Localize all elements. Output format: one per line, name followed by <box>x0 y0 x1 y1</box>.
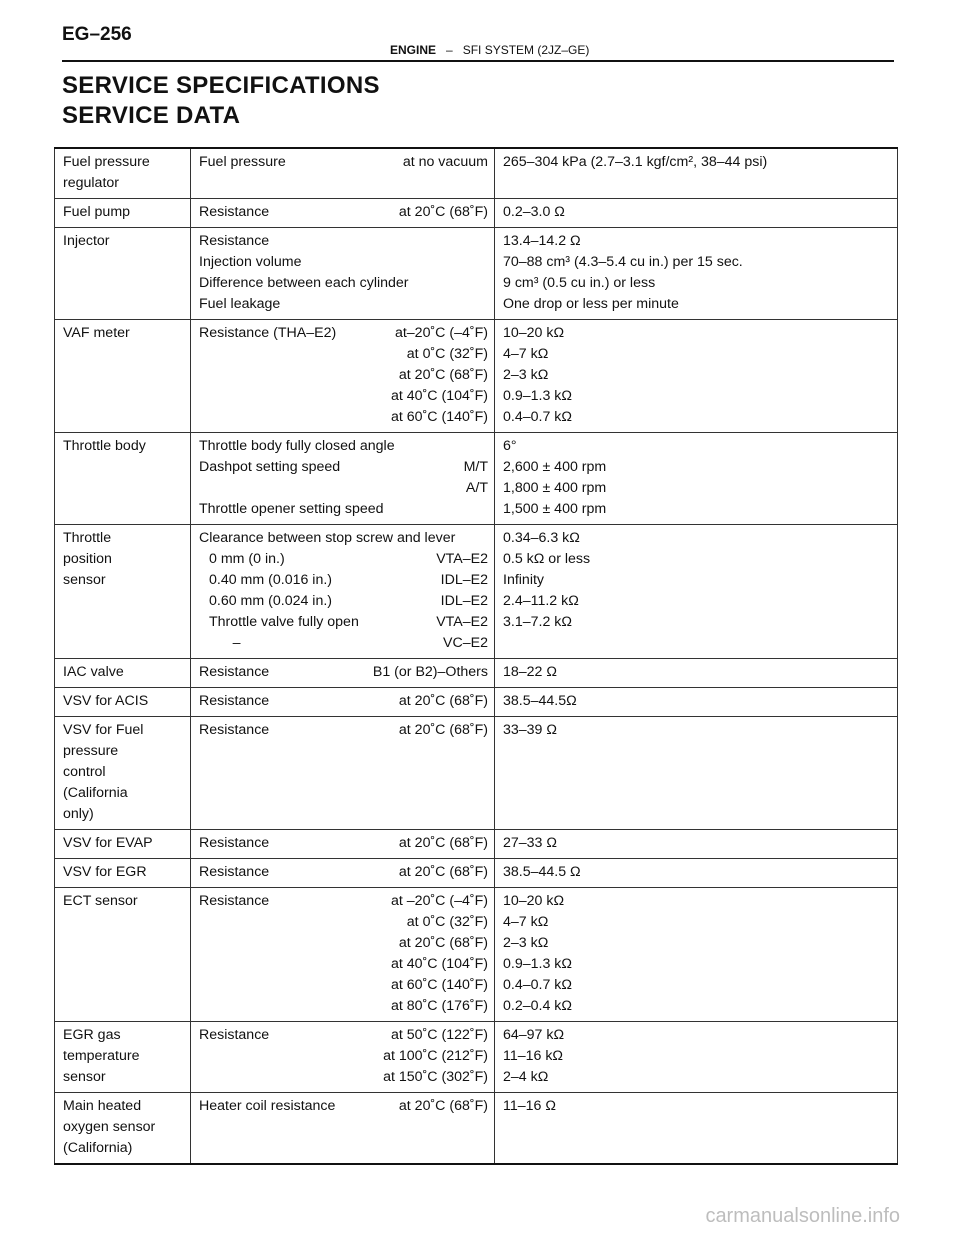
item-line: VAF meter <box>63 325 130 341</box>
condition-qualifier: at 20˚C (68˚F) <box>398 864 488 880</box>
item-cell <box>55 830 191 859</box>
spec-value: 1,800 ± 400 rpm <box>503 480 607 496</box>
condition-qualifier: at 20˚C (68˚F) <box>398 204 488 220</box>
item-line: sensor <box>63 1069 106 1085</box>
condition-label: Resistance <box>199 864 270 880</box>
condition-line <box>199 662 488 683</box>
item-line: VSV for ACIS <box>63 693 149 709</box>
item-line: only) <box>63 806 94 822</box>
condition-label: Resistance <box>199 1027 270 1043</box>
condition-line <box>199 273 488 294</box>
condition-qualifier: VC–E2 <box>443 635 488 651</box>
spec-value: 4–7 kΩ <box>503 346 549 362</box>
item-cell <box>55 433 191 525</box>
condition-label: Throttle valve fully open <box>209 614 359 630</box>
spec-value: 27–33 Ω <box>503 835 557 851</box>
table-row <box>55 228 898 320</box>
item-line: VSV for Fuel <box>63 722 144 738</box>
condition-label: 0 mm (0 in.) <box>209 551 285 567</box>
spec-value: 265–304 kPa (2.7–3.1 kgf/cm², 38–44 psi) <box>503 154 768 170</box>
condition-qualifier: at 0˚C (32˚F) <box>406 346 488 362</box>
condition-line <box>199 1025 488 1046</box>
condition-label: Injection volume <box>199 254 302 270</box>
condition-qualifier: at 40˚C (104˚F) <box>391 388 488 404</box>
item-line: Fuel pressure <box>63 154 150 170</box>
condition-line <box>199 528 488 549</box>
condition-qualifier: at 60˚C (140˚F) <box>391 409 488 425</box>
condition-label: Resistance <box>199 204 270 220</box>
condition-line <box>199 954 488 975</box>
condition-qualifier: VTA–E2 <box>436 551 488 567</box>
table-row <box>55 830 898 859</box>
condition-qualifier: at 80˚C (176˚F) <box>391 998 488 1014</box>
spec-value: 0.9–1.3 kΩ <box>503 956 572 972</box>
spec-value: 38.5–44.5Ω <box>503 693 577 709</box>
value-cell <box>495 228 898 320</box>
item-line: VSV for EGR <box>63 864 147 880</box>
item-line: pressure <box>63 743 119 759</box>
condition-qualifier: at 20˚C (68˚F) <box>398 835 488 851</box>
condition-label: Resistance <box>199 664 270 680</box>
spec-value: 0.5 kΩ or less <box>503 551 591 567</box>
service-data-table-body <box>55 148 898 1164</box>
item-line: control <box>63 764 106 780</box>
condition-cell <box>191 1022 495 1093</box>
condition-qualifier: at–20˚C (–4˚F) <box>394 325 488 341</box>
condition-line <box>199 323 488 344</box>
spec-value: 2–3 kΩ <box>503 935 549 951</box>
spec-value: 4–7 kΩ <box>503 914 549 930</box>
item-line: (California) <box>63 1140 133 1156</box>
condition-cell <box>191 199 495 228</box>
item-cell <box>55 320 191 433</box>
spec-value: Infinity <box>503 572 545 588</box>
spec-value: 18–22 Ω <box>503 664 557 680</box>
item-line: temperature <box>63 1048 140 1064</box>
condition-qualifier: at 20˚C (68˚F) <box>398 1098 488 1114</box>
spec-value: 33–39 Ω <box>503 722 557 738</box>
table-row <box>55 717 898 830</box>
condition-qualifier: at 50˚C (122˚F) <box>391 1027 488 1043</box>
item-line: (California <box>63 785 128 801</box>
spec-value: 2.4–11.2 kΩ <box>503 593 579 609</box>
table-row <box>55 888 898 1022</box>
condition-line <box>199 891 488 912</box>
condition-line <box>199 975 488 996</box>
running-header <box>390 43 589 57</box>
condition-line <box>199 478 488 499</box>
spec-value: 10–20 kΩ <box>503 325 565 341</box>
condition-label: Difference between each cylinder <box>199 275 409 291</box>
condition-cell <box>191 688 495 717</box>
spec-value: 0.4–0.7 kΩ <box>503 977 572 993</box>
condition-line <box>199 252 488 273</box>
condition-label: Throttle opener setting speed <box>199 501 384 517</box>
spec-value: 2,600 ± 400 rpm <box>503 459 607 475</box>
condition-qualifier: at –20˚C (–4˚F) <box>391 893 488 909</box>
item-line: Throttle <box>63 530 112 546</box>
condition-cell <box>191 320 495 433</box>
item-line: regulator <box>63 175 119 191</box>
condition-line <box>199 912 488 933</box>
value-cell <box>495 320 898 433</box>
condition-line <box>199 344 488 365</box>
value-cell <box>495 433 898 525</box>
condition-cell <box>191 717 495 830</box>
item-cell <box>55 148 191 199</box>
condition-label: Fuel leakage <box>199 296 281 312</box>
item-line: sensor <box>63 572 106 588</box>
item-cell <box>55 199 191 228</box>
condition-cell <box>191 433 495 525</box>
spec-value: 0.34–6.3 kΩ <box>503 530 580 546</box>
table-row <box>55 1093 898 1165</box>
table-row <box>55 688 898 717</box>
spec-value: 2–3 kΩ <box>503 367 549 383</box>
item-cell <box>55 859 191 888</box>
item-line: VSV for EVAP <box>63 835 153 851</box>
item-line: EGR gas <box>63 1027 121 1043</box>
item-line: Throttle body <box>63 438 146 454</box>
table-row <box>55 320 898 433</box>
header-rule <box>62 60 894 62</box>
condition-line <box>199 407 488 428</box>
table-row <box>55 199 898 228</box>
condition-line <box>199 691 488 712</box>
item-cell <box>55 1093 191 1165</box>
item-cell <box>55 525 191 659</box>
item-line: Injector <box>63 233 110 249</box>
condition-label: Resistance <box>199 722 270 738</box>
condition-line <box>199 1067 488 1088</box>
spec-value: 11–16 Ω <box>503 1098 556 1114</box>
condition-line <box>199 1046 488 1067</box>
condition-line <box>199 933 488 954</box>
condition-qualifier: IDL–E2 <box>440 593 488 609</box>
subsection-heading: SERVICE DATA <box>62 102 241 129</box>
condition-qualifier: B1 (or B2)–Others <box>372 664 488 680</box>
value-cell <box>495 199 898 228</box>
condition-line <box>199 202 488 223</box>
value-cell <box>495 859 898 888</box>
item-line: oxygen sensor <box>63 1119 156 1135</box>
condition-line <box>199 591 488 612</box>
value-cell <box>495 1022 898 1093</box>
spec-value: 2–4 kΩ <box>503 1069 549 1085</box>
condition-line <box>199 231 488 252</box>
item-cell <box>55 228 191 320</box>
condition-qualifier: at 150˚C (302˚F) <box>383 1069 488 1085</box>
condition-line <box>199 833 488 854</box>
condition-qualifier: at 20˚C (68˚F) <box>398 722 488 738</box>
condition-line <box>199 386 488 407</box>
condition-line <box>199 612 488 633</box>
condition-cell <box>191 148 495 199</box>
condition-label: Clearance between stop screw and lever <box>199 530 456 546</box>
condition-line <box>199 294 488 315</box>
item-line: IAC valve <box>63 664 124 680</box>
condition-qualifier: at 0˚C (32˚F) <box>406 914 488 930</box>
value-cell <box>495 688 898 717</box>
condition-cell <box>191 888 495 1022</box>
item-cell <box>55 1022 191 1093</box>
spec-value: 11–16 kΩ <box>503 1048 564 1064</box>
section-title: ENGINE <box>390 43 437 57</box>
spec-value: 9 cm³ (0.5 cu in.) or less <box>503 275 656 291</box>
table-row <box>55 433 898 525</box>
condition-qualifier: IDL–E2 <box>440 572 488 588</box>
condition-line <box>199 499 488 520</box>
condition-cell <box>191 659 495 688</box>
item-cell <box>55 717 191 830</box>
spec-value: 1,500 ± 400 rpm <box>503 501 607 517</box>
spec-value: 0.2–3.0 Ω <box>503 204 565 220</box>
header-separator: – <box>446 43 453 57</box>
condition-qualifier: M/T <box>463 459 488 475</box>
condition-line <box>199 152 488 173</box>
condition-line <box>199 365 488 386</box>
item-line: Main heated <box>63 1098 142 1114</box>
condition-label: Throttle body fully closed angle <box>199 438 395 454</box>
table-row <box>55 659 898 688</box>
table-row <box>55 525 898 659</box>
condition-line <box>199 996 488 1017</box>
condition-label: Resistance <box>199 835 270 851</box>
spec-value: 3.1–7.2 kΩ <box>503 614 572 630</box>
subsection-title: SFI SYSTEM (2JZ–GE) <box>462 43 590 57</box>
condition-qualifier: VTA–E2 <box>436 614 488 630</box>
condition-cell <box>191 525 495 659</box>
condition-label: Resistance (THA–E2) <box>199 325 337 341</box>
condition-qualifier: at 60˚C (140˚F) <box>391 977 488 993</box>
page-number: EG–256 <box>62 24 132 45</box>
value-cell <box>495 659 898 688</box>
condition-label: – <box>209 635 241 651</box>
condition-qualifier: at 40˚C (104˚F) <box>391 956 488 972</box>
spec-value: 0.9–1.3 kΩ <box>503 388 572 404</box>
table-row <box>55 859 898 888</box>
table-row <box>55 1022 898 1093</box>
item-cell <box>55 888 191 1022</box>
value-cell <box>495 717 898 830</box>
spec-value: 64–97 kΩ <box>503 1027 565 1043</box>
condition-qualifier: at 20˚C (68˚F) <box>398 693 488 709</box>
value-cell <box>495 888 898 1022</box>
condition-label: Fuel pressure <box>199 154 286 170</box>
condition-cell <box>191 228 495 320</box>
service-data-table <box>54 147 898 1165</box>
condition-label: Heater coil resistance <box>199 1098 336 1114</box>
value-cell <box>495 830 898 859</box>
spec-value: 70–88 cm³ (4.3–5.4 cu in.) per 15 sec. <box>503 254 743 270</box>
condition-cell <box>191 859 495 888</box>
condition-qualifier: at 20˚C (68˚F) <box>398 935 488 951</box>
value-cell <box>495 1093 898 1165</box>
condition-qualifier: A/T <box>465 480 488 496</box>
spec-value: 0.4–0.7 kΩ <box>503 409 572 425</box>
spec-value: 38.5–44.5 Ω <box>503 864 581 880</box>
table-row <box>55 148 898 199</box>
spec-value: 6° <box>503 438 517 454</box>
condition-qualifier: at 20˚C (68˚F) <box>398 367 488 383</box>
item-line: Fuel pump <box>63 204 131 220</box>
condition-line <box>199 549 488 570</box>
condition-qualifier: at 100˚C (212˚F) <box>383 1048 488 1064</box>
value-cell <box>495 525 898 659</box>
condition-line <box>199 436 488 457</box>
condition-cell <box>191 1093 495 1165</box>
condition-line <box>199 862 488 883</box>
condition-label: Resistance <box>199 893 270 909</box>
condition-label: Dashpot setting speed <box>199 459 341 475</box>
spec-value: 0.2–0.4 kΩ <box>503 998 572 1014</box>
spec-value: One drop or less per minute <box>503 296 679 312</box>
section-heading: SERVICE SPECIFICATIONS <box>62 72 380 99</box>
item-line: position <box>63 551 112 567</box>
condition-label: 0.60 mm (0.024 in.) <box>209 593 333 609</box>
condition-label: 0.40 mm (0.016 in.) <box>209 572 333 588</box>
condition-line <box>199 720 488 741</box>
condition-line <box>199 570 488 591</box>
watermark: carmanualsonline.info <box>705 1205 900 1227</box>
value-cell <box>495 148 898 199</box>
condition-label: Resistance <box>199 693 270 709</box>
condition-line <box>199 1096 488 1117</box>
spec-value: 10–20 kΩ <box>503 893 565 909</box>
condition-line <box>199 457 488 478</box>
spec-value: 13.4–14.2 Ω <box>503 233 581 249</box>
condition-qualifier: at no vacuum <box>402 154 488 170</box>
condition-line <box>199 633 488 654</box>
item-cell <box>55 659 191 688</box>
item-line: ECT sensor <box>63 893 138 909</box>
condition-cell <box>191 830 495 859</box>
item-cell <box>55 688 191 717</box>
condition-label: Resistance <box>199 233 270 249</box>
